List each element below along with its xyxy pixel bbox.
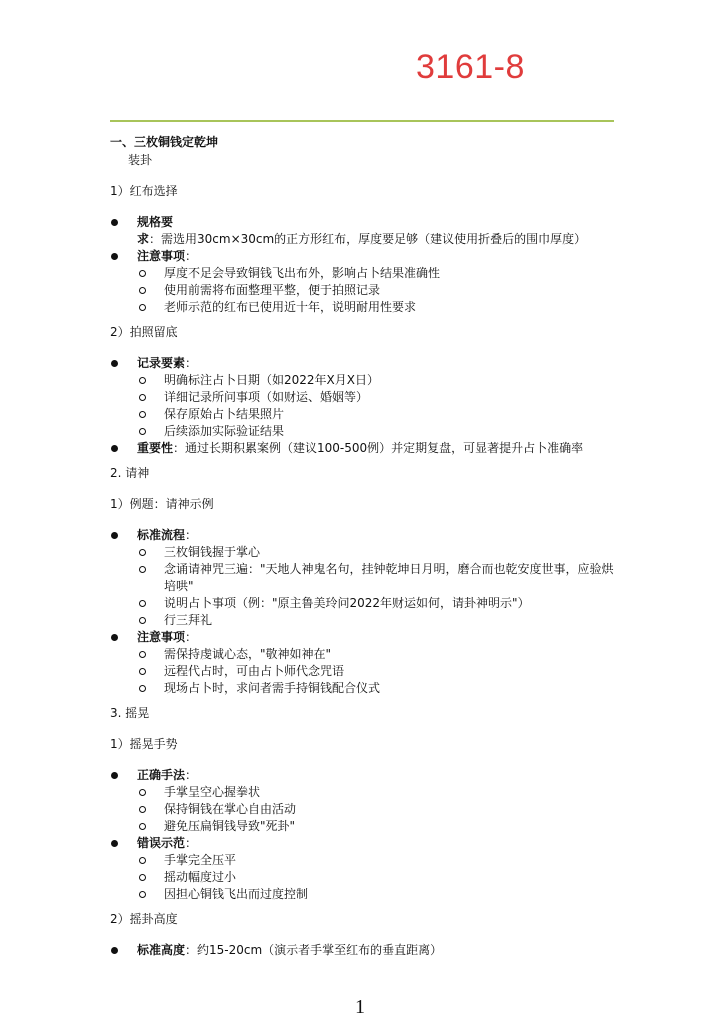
sub-bullet-item: 避免压扁铜钱导致"死卦": [137, 818, 620, 835]
sub-bullet-item: 老师示范的红布已使用近十年，说明耐用性要求: [137, 299, 620, 316]
sub-bullet-item: 现场占卜时，求问者需手持铜钱配合仪式: [137, 680, 620, 697]
bullet-item: [110, 527, 620, 629]
sub-bullet-item: 远程代占时，可由占卜师代念咒语: [137, 663, 620, 680]
sub-bullet-item: 因担心铜钱飞出而过度控制: [137, 886, 620, 903]
bullet-text: ：: [185, 356, 198, 370]
bullet-text: ：: [185, 768, 198, 782]
spacer: [110, 903, 620, 911]
sub-bullet-list: [137, 265, 620, 316]
spacer: [110, 457, 620, 465]
page-number: 1: [355, 996, 365, 1018]
section-heading: 2. 请神: [110, 466, 150, 480]
sub-bullet-item: 三枚铜钱握于掌心: [137, 544, 620, 561]
document-body: [110, 134, 620, 967]
sub-bullet-item: 厚度不足会导致铜钱飞出布外，影响占卜结果准确性: [137, 265, 620, 282]
sub-bullet-item: 手掌呈空心握拳状: [137, 784, 620, 801]
bullet-list: [110, 527, 620, 697]
sub-bullet-item: 明确标注占卜日期（如2022年X月X日）: [137, 372, 620, 389]
bullet-label: 正确手法: [137, 768, 186, 782]
bullet-label: 标准高度: [137, 943, 186, 957]
subsection-title: 1）红布选择: [110, 184, 178, 198]
bullet-item: [110, 767, 620, 835]
sub-bullet-item: 说明占卜事项（例："原主鲁美玲问2022年财运如何，请卦神明示"）: [137, 595, 620, 612]
bullet-label: 重要性: [137, 441, 174, 455]
bullet-label: 记录要素: [137, 356, 186, 370]
sub-bullet-item: 后续添加实际验证结果: [137, 423, 620, 440]
bullet-item: [110, 942, 620, 959]
bullet-text: ：需选用30cm×30cm的正方形红布，厚度要足够（建议使用折叠后的围巾厚度）: [149, 232, 587, 246]
sub-bullet-list: [137, 784, 620, 835]
bullet-label: 错误示范: [137, 836, 186, 850]
sub-bullet-list: [137, 372, 620, 440]
bullet-item: [110, 629, 620, 697]
bullet-text: ：通过长期积累案例（建议100-500例）并定期复盘，可显著提升占卜准确率: [173, 441, 584, 455]
bullet-label: 注意事项: [137, 630, 186, 644]
bullet-item: [110, 440, 620, 457]
section-heading: 3. 摇晃: [110, 706, 150, 720]
sub-bullet-item: 保持铜钱在掌心自由活动: [137, 801, 620, 818]
spacer: [110, 316, 620, 324]
document-code: 3161-8: [416, 48, 525, 86]
bullet-label: 规格要求: [137, 215, 174, 246]
bullet-text: ：: [185, 836, 198, 850]
spacer: [110, 697, 620, 705]
sub-bullet-item: 保存原始占卜结果照片: [137, 406, 620, 423]
bullet-item: [110, 248, 620, 316]
bullet-label: 标准流程: [137, 528, 186, 542]
header-divider: [110, 120, 614, 122]
bullet-text: ：约15-20cm（演示者手掌至红布的垂直距离）: [185, 943, 443, 957]
bullet-label: 注意事项: [137, 249, 186, 263]
bullet-item: [110, 835, 620, 903]
spacer: [110, 959, 620, 967]
sub-bullet-list: [137, 852, 620, 903]
sub-bullet-list: [137, 544, 620, 629]
bullet-list: [110, 355, 620, 457]
bullet-text: ：: [185, 249, 198, 263]
subsection-title: 2）摇卦高度: [110, 912, 178, 926]
bullet-list: [110, 942, 620, 959]
bullet-text: ：: [185, 528, 198, 542]
bullet-list: [110, 767, 620, 903]
sub-bullet-list: [137, 646, 620, 697]
bullet-list: [110, 214, 620, 316]
content-blocks: [110, 183, 620, 967]
sub-bullet-item: 行三拜礼: [137, 612, 620, 629]
sub-bullet-item: 使用前需将布面整理平整，便于拍照记录: [137, 282, 620, 299]
bullet-text: ：: [185, 630, 198, 644]
bullet-item: [110, 355, 620, 440]
section-title: 一、三枚铜钱定乾坤: [110, 135, 219, 149]
sub-bullet-item: 念诵请神咒三遍："天地人神鬼名句，挂钟乾坤日月明，磨合而也乾安度世事，应验烘培哄": [137, 561, 620, 595]
subsection-title: 2）拍照留底: [110, 325, 178, 339]
sub-bullet-item: 手掌完全压平: [137, 852, 620, 869]
sub-bullet-item: 详细记录所问事项（如财运、婚姻等）: [137, 389, 620, 406]
subsection-title: 1）例题：请神示例: [110, 497, 214, 511]
subsection-title: 1）摇晃手势: [110, 737, 178, 751]
section-subtitle: 装卦: [128, 153, 153, 167]
sub-bullet-item: 摇动幅度过小: [137, 869, 620, 886]
sub-bullet-item: 需保持虔诚心态，"敬神如神在": [137, 646, 620, 663]
bullet-item: [110, 214, 620, 248]
